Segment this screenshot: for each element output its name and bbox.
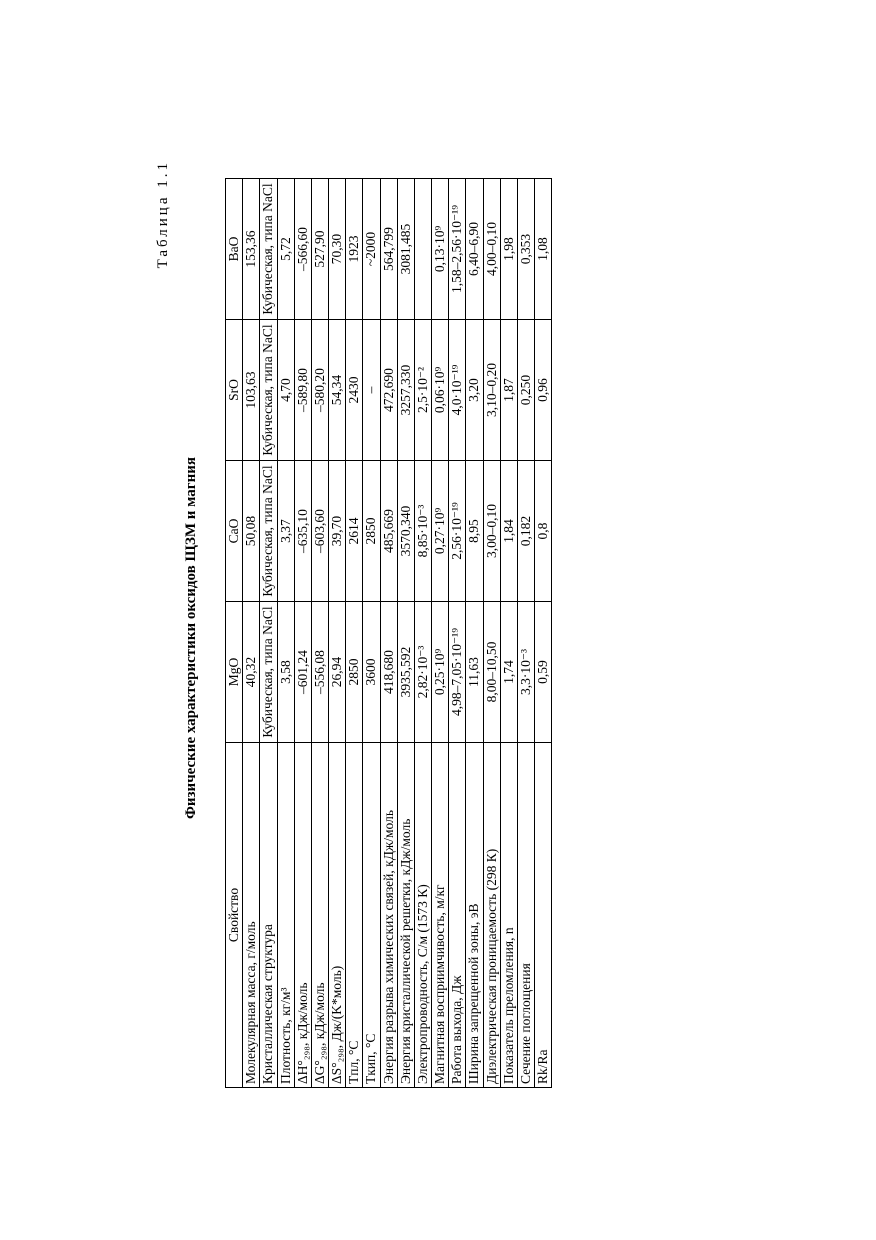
value-cell: 418,680: [380, 602, 397, 743]
value-cell: 1,87: [500, 320, 517, 461]
value-cell: 0,27·10⁹: [432, 461, 449, 602]
value-cell: 2850: [346, 602, 363, 743]
value-cell: 1,08: [535, 179, 552, 320]
value-cell: Кубическая, типа NaCl: [260, 179, 277, 320]
value-cell: 26,94: [329, 602, 346, 743]
value-cell: 3,37: [277, 461, 294, 602]
property-cell: Ширина запрещенной зоны, эВ: [466, 743, 483, 1088]
table-row: [483, 179, 500, 1088]
property-cell: Магнитная восприимчивость, м/кг: [432, 743, 449, 1088]
value-cell: 153,36: [243, 179, 260, 320]
table-title: Физические характеристики оксидов ЩЗМ и магния: [183, 457, 199, 819]
property-cell: Кристаллическая структура: [260, 743, 277, 1088]
property-cell: Tпл, °C: [346, 743, 363, 1088]
value-cell: 3,20: [466, 320, 483, 461]
table-row: [294, 179, 311, 1088]
value-cell: 1,98: [500, 179, 517, 320]
value-cell: 39,70: [329, 461, 346, 602]
value-cell: 2,56·10⁻¹⁹: [449, 461, 466, 602]
table-body: [243, 179, 552, 1088]
value-cell: 1,58–2,56·10⁻¹⁹: [449, 179, 466, 320]
table-row: [517, 179, 534, 1088]
value-cell: Кубическая, типа NaCl: [260, 320, 277, 461]
column-header: MgO: [226, 602, 243, 743]
value-cell: ~2000: [363, 179, 380, 320]
table-row: [311, 179, 328, 1088]
value-cell: 2,82·10⁻³: [414, 602, 431, 743]
value-cell: 4,70: [277, 320, 294, 461]
table-row: [260, 179, 277, 1088]
value-cell: –603,60: [311, 461, 328, 602]
value-cell: 8,00–10,50: [483, 602, 500, 743]
value-cell: 0,353: [517, 179, 534, 320]
value-cell: 3,58: [277, 602, 294, 743]
value-cell: 2850: [363, 461, 380, 602]
table-row: [329, 179, 346, 1088]
value-cell: 70,30: [329, 179, 346, 320]
property-cell: Показатель преломления, n: [500, 743, 517, 1088]
column-header: Свойство: [226, 743, 243, 1088]
value-cell: –589,80: [294, 320, 311, 461]
value-cell: 0,96: [535, 320, 552, 461]
table-header-row: [226, 179, 243, 1088]
property-cell: Энергия кристаллической решетки, кДж/моль: [397, 743, 414, 1088]
value-cell: 8,95: [466, 461, 483, 602]
value-cell: 1923: [346, 179, 363, 320]
property-cell: Диэлектрическая проницаемость (298 К): [483, 743, 500, 1088]
value-cell: 1,84: [500, 461, 517, 602]
value-cell: 0,13·10⁹: [432, 179, 449, 320]
value-cell: 3600: [363, 602, 380, 743]
value-cell: 11,63: [466, 602, 483, 743]
property-cell: Работа выхода, Дж: [449, 743, 466, 1088]
value-cell: –601,24: [294, 602, 311, 743]
properties-table: [225, 178, 552, 1088]
property-cell: Tкип, °C: [363, 743, 380, 1088]
value-cell: 1,74: [500, 602, 517, 743]
value-cell: 3081,485: [397, 179, 414, 320]
property-cell: Электропроводность, С/м (1573 К): [414, 743, 431, 1088]
value-cell: 4,98–7,05·10⁻¹⁹: [449, 602, 466, 743]
table-row: [432, 179, 449, 1088]
value-cell: 564,799: [380, 179, 397, 320]
value-cell: 3935,592: [397, 602, 414, 743]
value-cell: 40,32: [243, 602, 260, 743]
value-cell: 2430: [346, 320, 363, 461]
value-cell: 3257,330: [397, 320, 414, 461]
value-cell: Кубическая, типа NaCl: [260, 461, 277, 602]
value-cell: 485,669: [380, 461, 397, 602]
rotated-content: [155, 118, 585, 1158]
value-cell: –: [363, 320, 380, 461]
property-cell: Молекулярная масса, г/моль: [243, 743, 260, 1088]
value-cell: 3,10–0,20: [483, 320, 500, 461]
value-cell: 3570,340: [397, 461, 414, 602]
column-header: SrO: [226, 320, 243, 461]
value-cell: 0,59: [535, 602, 552, 743]
property-cell: Сечение поглощения: [517, 743, 534, 1088]
value-cell: 0,8: [535, 461, 552, 602]
value-cell: 3,00–0,10: [483, 461, 500, 602]
column-header: CaO: [226, 461, 243, 602]
value-cell: 103,63: [243, 320, 260, 461]
value-cell: 3,3·10⁻³: [517, 602, 534, 743]
table-row: [449, 179, 466, 1088]
table-row: [397, 179, 414, 1088]
table-row: [243, 179, 260, 1088]
value-cell: 50,08: [243, 461, 260, 602]
table-row: [466, 179, 483, 1088]
value-cell: 5,72: [277, 179, 294, 320]
property-cell: ΔH°₂₉₈, кДж/моль: [294, 743, 311, 1088]
table-row: [346, 179, 363, 1088]
value-cell: 4,0·10⁻¹⁹: [449, 320, 466, 461]
value-cell: 2,5·10⁻²: [414, 320, 431, 461]
value-cell: 527,90: [311, 179, 328, 320]
value-cell: 4,00–0,10: [483, 179, 500, 320]
value-cell: –566,60: [294, 179, 311, 320]
value-cell: –635,10: [294, 461, 311, 602]
table-row: [380, 179, 397, 1088]
value-cell: 0,06·10⁹: [432, 320, 449, 461]
table-row: [363, 179, 380, 1088]
value-cell: 2614: [346, 461, 363, 602]
value-cell: 8,85·10⁻³: [414, 461, 431, 602]
property-cell: Энергия разрыва химических связей, кДж/моль: [380, 743, 397, 1088]
table-row: [414, 179, 431, 1088]
value-cell: –556,08: [311, 602, 328, 743]
value-cell: 54,34: [329, 320, 346, 461]
property-cell: Rk/Ra: [535, 743, 552, 1088]
table-row: [500, 179, 517, 1088]
value-cell: [414, 179, 431, 320]
value-cell: 472,690: [380, 320, 397, 461]
value-cell: –580,20: [311, 320, 328, 461]
value-cell: 0,25·10⁹: [432, 602, 449, 743]
value-cell: Кубическая, типа NaCl: [260, 602, 277, 743]
table-row: [277, 179, 294, 1088]
value-cell: 6,40–6,90: [466, 179, 483, 320]
table-number-label: Таблица 1.1: [155, 160, 171, 269]
property-cell: Плотность, кг/м³: [277, 743, 294, 1088]
value-cell: 0,182: [517, 461, 534, 602]
value-cell: 0,250: [517, 320, 534, 461]
property-cell: ΔS°₂₉₈, Дж/(K*моль): [329, 743, 346, 1088]
table-row: [535, 179, 552, 1088]
column-header: BaO: [226, 179, 243, 320]
property-cell: ΔG°₂₉₈, кДж/моль: [311, 743, 328, 1088]
